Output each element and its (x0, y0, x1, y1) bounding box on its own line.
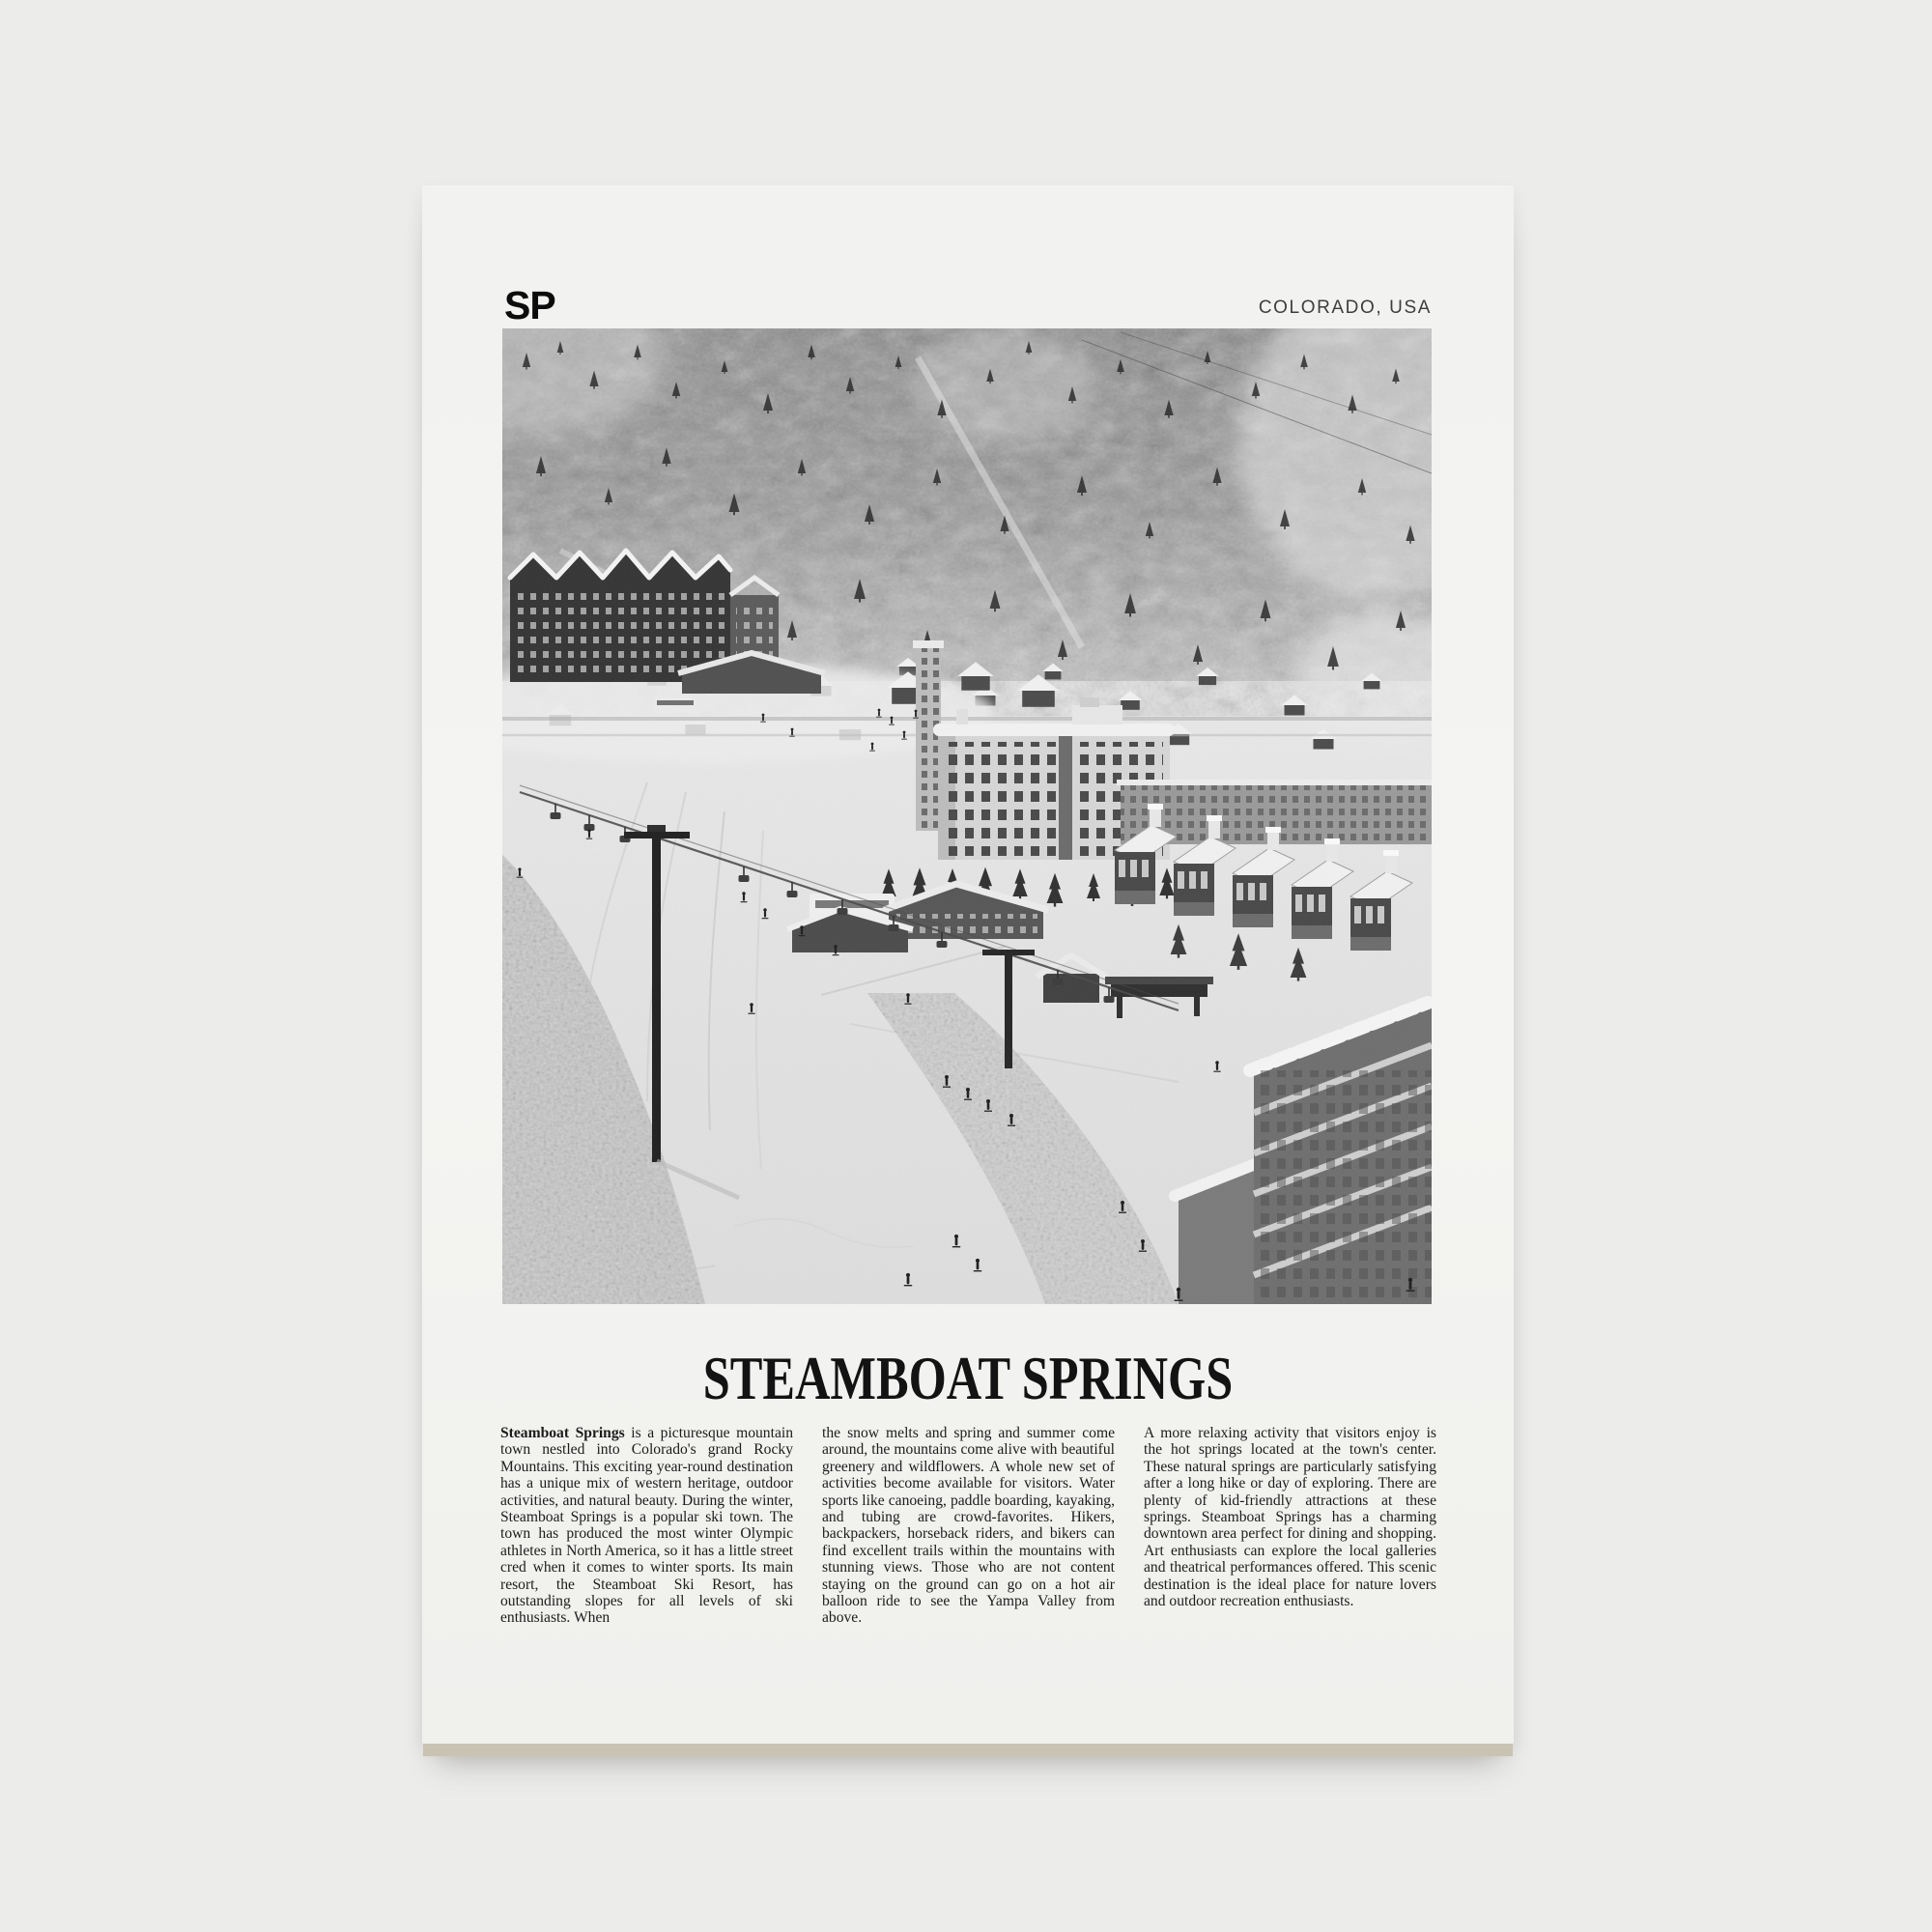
brand-logo: SP (504, 283, 555, 327)
article-columns (500, 1425, 1436, 1627)
article-column-1-text: is a picturesque mountain town nestled into Colorado's grand Rocky Mountains. This exciting year-round destination has a unique mix of western heritage, outdoor activities, and natural beauty. During the winter, Steamboat Springs is a popular ski town. The town has produced the most winter Olympic athletes in North America, so it has a little street cred when it comes to winter sports. Its main resort, the Steamboat Ski Resort, has outstanding slopes for all levels of ski enthusiasts. When (500, 1425, 793, 1627)
article-column-3: A more relaxing activity that visitors enjoy is the hot springs located at the town's center. These natural springs are particularly satisfying after a long hike or day of exploring. There are plenty of kid-friendly attractions at these springs. Steamboat Springs has a charming downtown area perfect for dining and shopping. Art enthusiasts can explore the local galleries and theatrical performances offered. This scenic destination is the ideal place for nature lovers and outdoor recreation enthusiasts. (1144, 1425, 1436, 1610)
article-column-1 (500, 1425, 793, 1627)
article-lead-bold: Steamboat Springs (500, 1425, 625, 1441)
poster-title: STEAMBOAT SPRINGS (702, 1345, 1234, 1412)
resort-photo-illustration (502, 328, 1432, 1304)
location-label: COLORADO, USA (1258, 298, 1432, 318)
poster-sheet (422, 185, 1514, 1744)
resort-photo (502, 328, 1432, 1304)
film-grain-overlay (502, 328, 1432, 1304)
article-column-2: the snow melts and spring and summer come around, the mountains come alive with beautiful greenery and wildflowers. A whole new set of activities become available for visitors. Water sports like canoeing, paddle boarding, kayaking, and tubing are crowd-favorites. Hikers, backpackers, horseback riders, and bikers can find excellent trails within the mountains with stunning views. Those who are not content staying on the ground can go on a hot air balloon ride to see the Yampa Valley from above. (822, 1425, 1115, 1627)
